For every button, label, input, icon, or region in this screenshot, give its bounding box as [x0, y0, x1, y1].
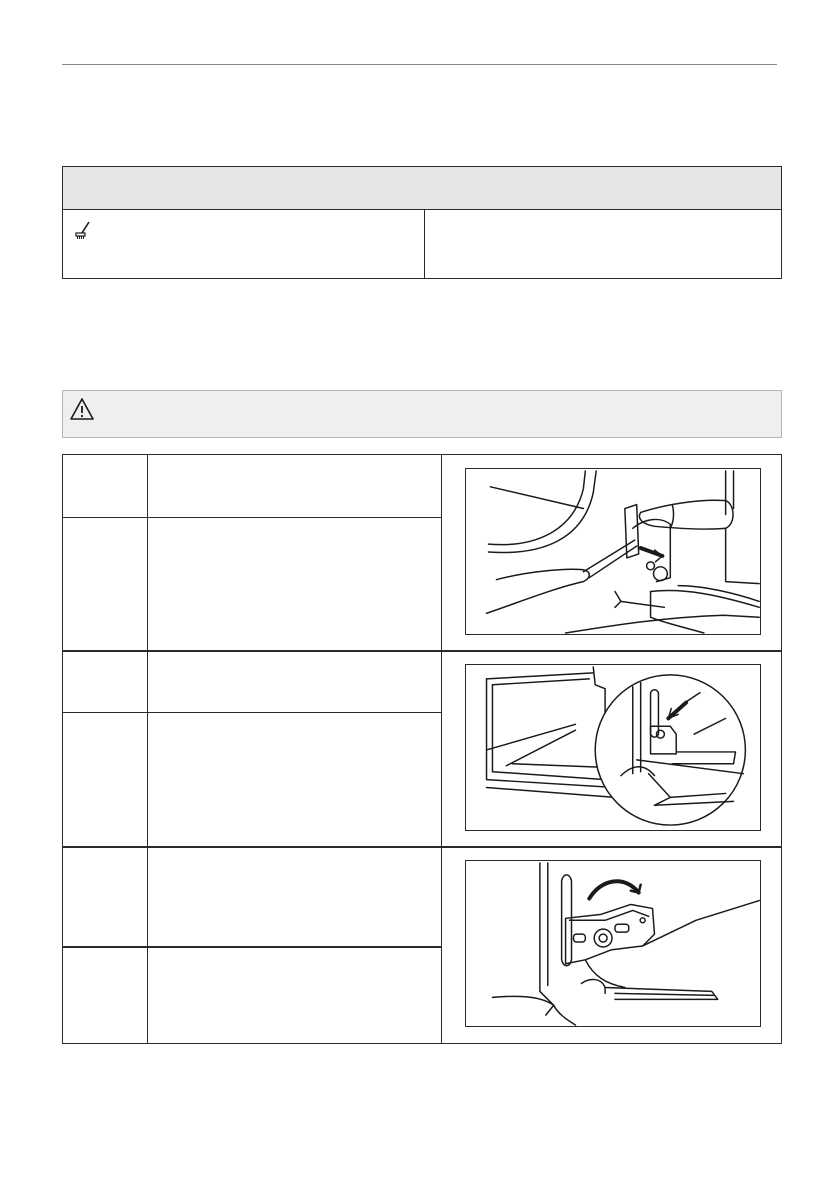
cleaning-table — [62, 166, 782, 279]
warning-triangle-icon — [69, 397, 95, 421]
cleaning-table-divider — [424, 210, 425, 279]
warning-box — [62, 390, 782, 438]
steps-column-divider-1 — [147, 455, 148, 1043]
step-group-divider — [63, 846, 781, 848]
step-group-divider — [63, 650, 781, 652]
steps-table — [62, 454, 782, 1044]
cleaning-table-header — [63, 167, 781, 210]
header-rule — [62, 64, 777, 65]
step-row-divider — [63, 712, 441, 713]
door-hinge-lever-illustration — [465, 468, 761, 635]
hinge-rotation-illustration — [465, 860, 761, 1027]
brush-icon — [74, 220, 92, 240]
step-row-divider — [63, 946, 441, 948]
hinge-clip-detail-illustration — [465, 664, 761, 831]
step-row-divider — [63, 517, 441, 518]
steps-column-divider-2 — [441, 455, 442, 1043]
